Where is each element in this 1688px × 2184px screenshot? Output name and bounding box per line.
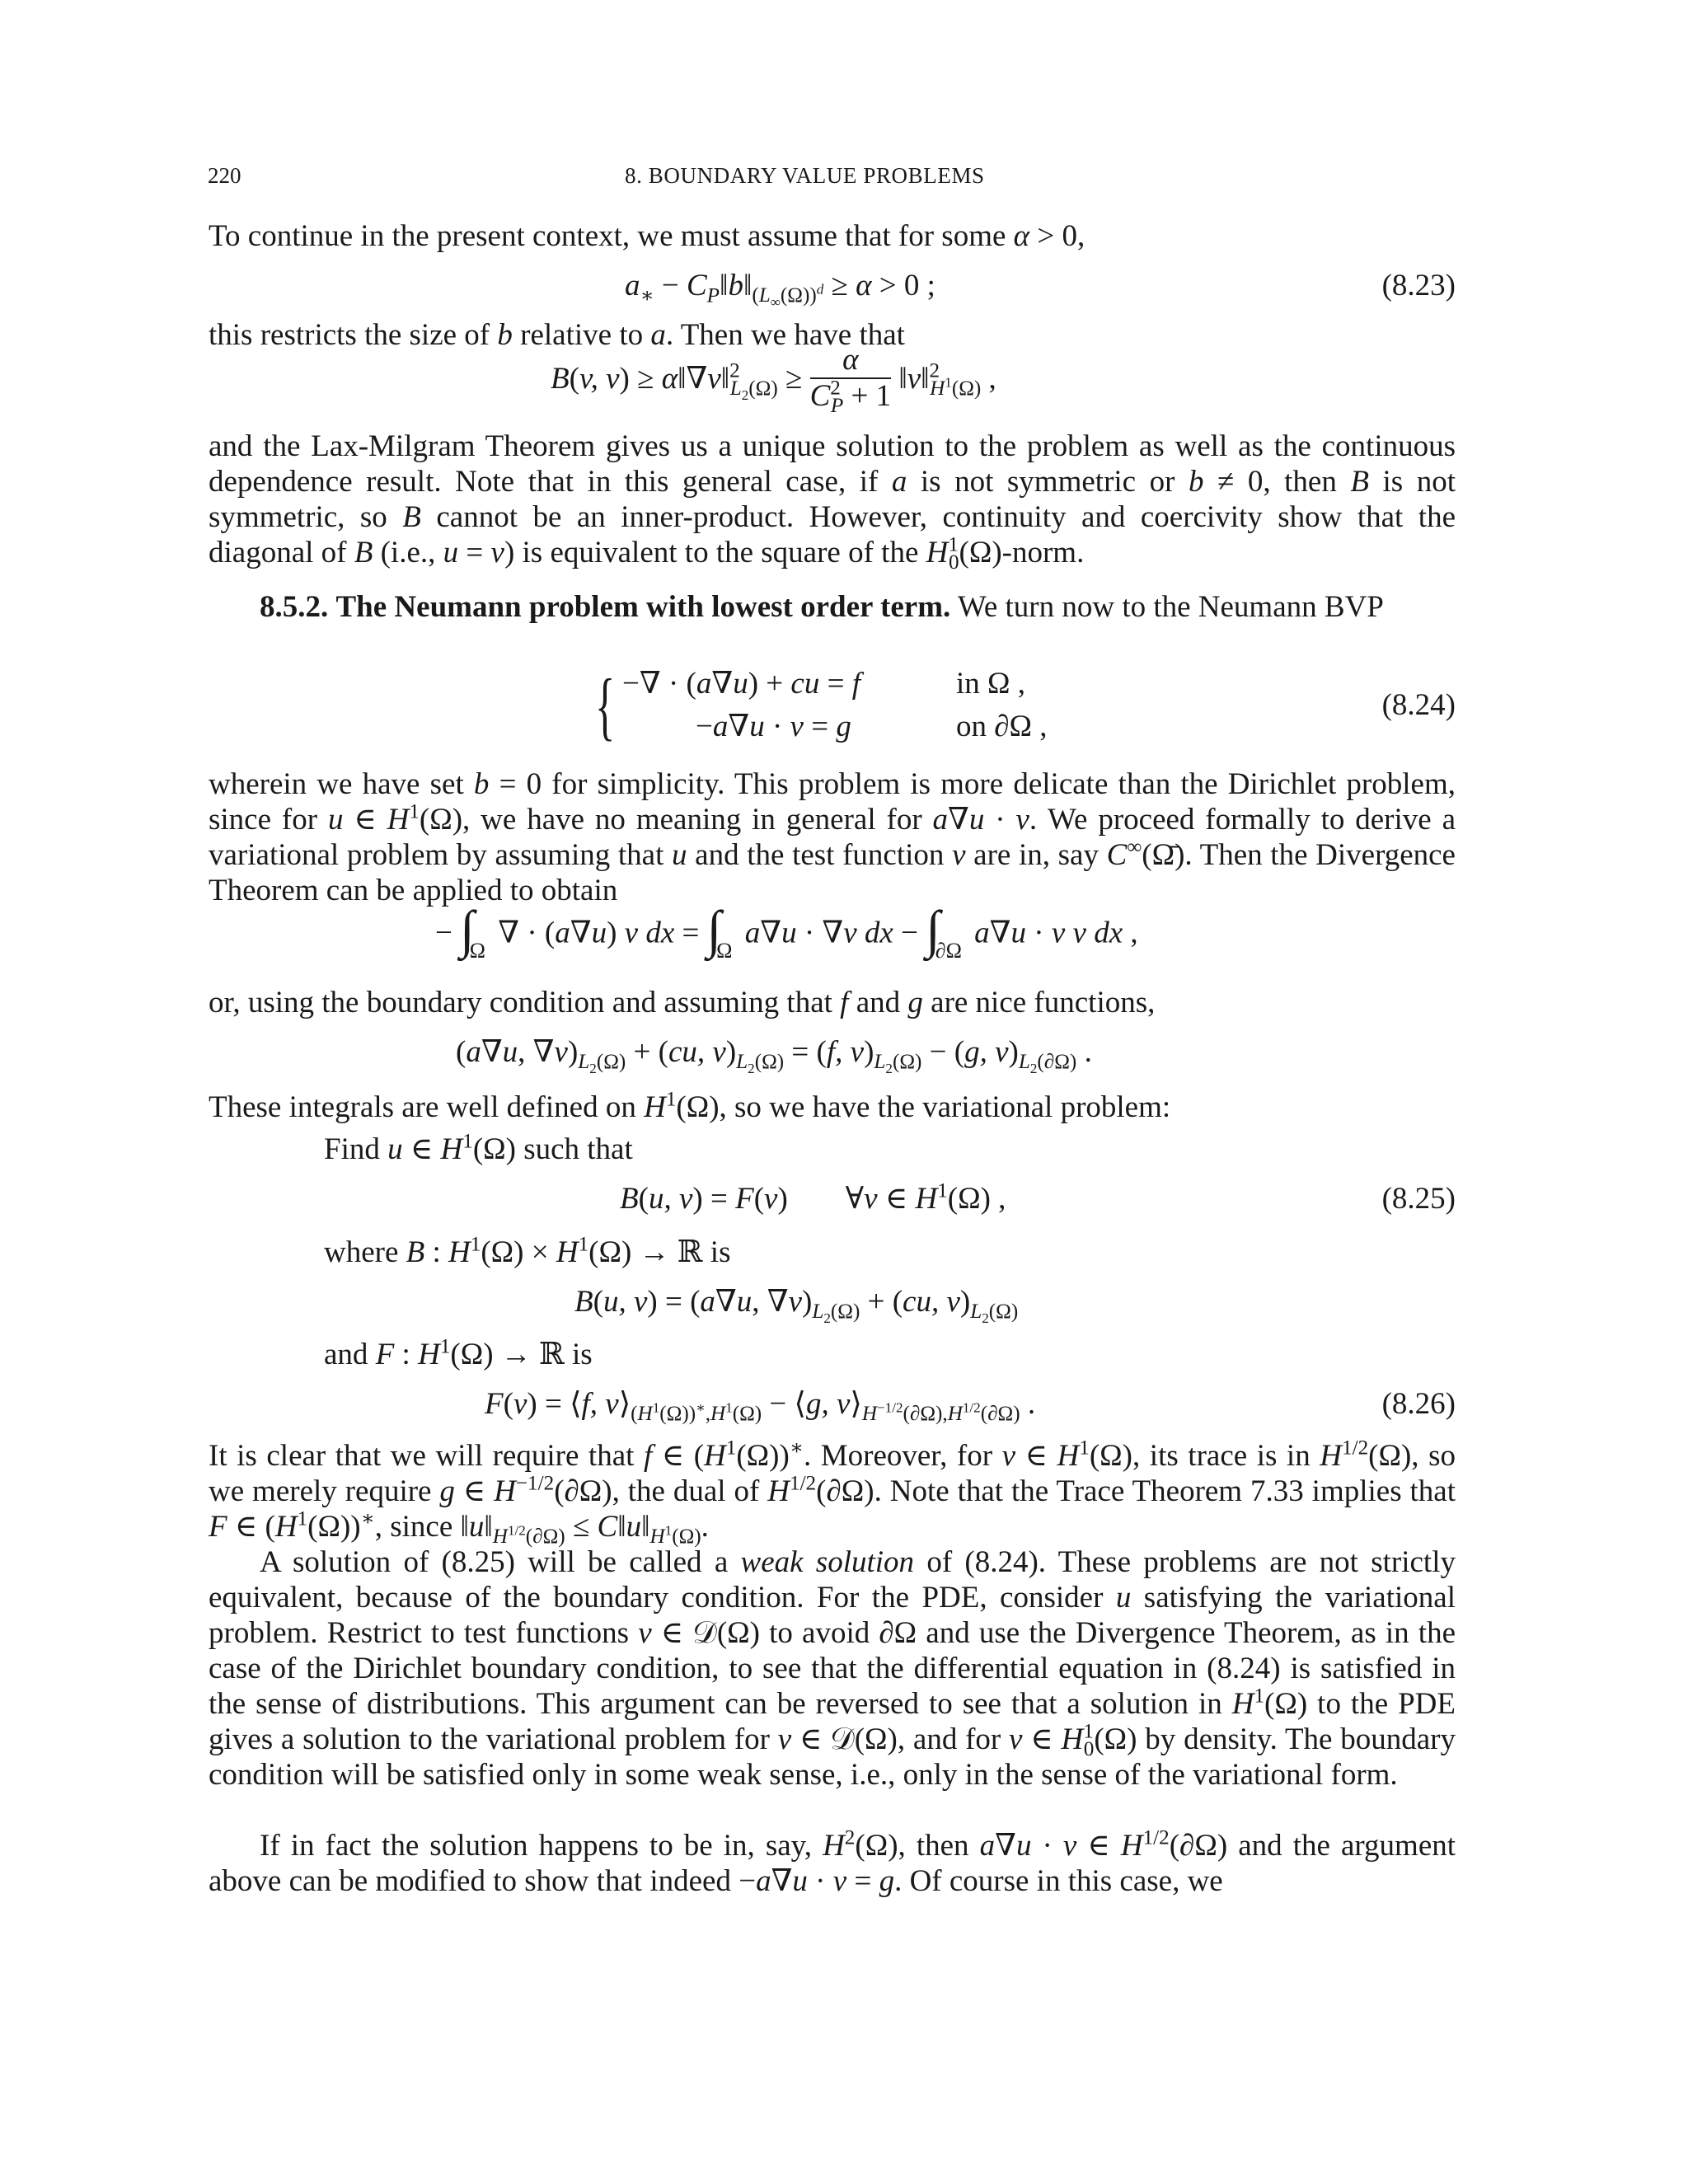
neumann-bc: −a∇u · ν = g [696,710,851,743]
neumann-pde-domain: in Ω , [956,667,1026,701]
equation-number-8-26: (8.26) [1381,1387,1456,1421]
section-lead: We turn now to the Neumann BVP [957,590,1384,624]
left-brace: { [595,663,616,748]
divergence-identity: − $\int_\Omega$ ∇ · (a∇u) v dx = $\int_\Omega$ a∇u · ∇v dx − $\int_{\partial\Omega}$ a∇u · ν v dx , [435,900,1138,963]
equation-number-8-23: (8.23) [1381,269,1456,302]
these-integrals-paragraph: These integrals are well defined on $H^1(\Omega)$, so we have the variational problem: [209,1088,1171,1124]
neumann-pde: −∇ · (a∇u) + cu = f [622,667,860,701]
and-F-line: and F : $H^1(\Omega)$ → ℝ is [324,1335,593,1371]
neumann-bc-domain: on ∂Ω , [956,710,1048,743]
equation-8-25: B(u, v) = F(v) ∀v ∈ $H^1(\Omega)$ , [620,1179,1006,1216]
lax-milgram-paragraph: and the Lax-Milgram Theorem gives us a unique solution to the problem as well as the continuous dependence result. Note that in this general case, if a is not symmetric or b ≠ 0, then B is not symmetric, so B cannot be an inner-product. However, continuity and coercivity show that the diagonal of B (i.e., u = v) is equivalent to the square of the $H^1_0(\Omega)$-norm. [209,429,1456,574]
coercivity-inequality: B(v, v) ≥ α‖∇v‖$^2_{L_2(\Omega)}$ ≥ $\frac{\alpha}{C^2_P + 1}$ ‖v‖$^2_{H^1(\Omega)}$ , [551,343,996,418]
where-B-line: where B : $H^1(\Omega) \times H^1(\Omega)$ → ℝ is [324,1233,731,1269]
equation-number-8-25: (8.25) [1381,1182,1456,1216]
equation-number-8-24: (8.24) [1381,688,1456,722]
bilinear-form-definition: B(u, v) = (a∇u, $\nabla v)_{L_2(\Omega)} + (cu$, $v)_{L_2(\Omega)}$ [574,1285,1019,1327]
page-number: 220 [208,163,241,188]
section-number: 8.5.2. [260,590,329,624]
find-u-line: Find u ∈ $H^1(\Omega)$ such that [324,1130,633,1166]
equation-8-26: F(v) = ⟨f, $v⟩_{(H^1(\Omega))^∗,H^1(\Omega)}$ − ⟨g, $v⟩_{H^{-1/2}(\partial\Omega),H^{1/2}(\partial\Omega)}$ . [485,1387,1036,1426]
intro-line: To continue in the present context, we must assume that for some α > 0, [209,219,1085,253]
weak-form-equation: (a∇u, $\nabla v)_{L_2(\Omega)} + (cu$, $v)_{L_2(\Omega)} = (f$, $v)_{L_2(\Omega)} - (g$, $v)_{L_2(\partial\Omega)}$ . [456,1035,1092,1077]
equation-8-23: $a_∗$ − $C_P‖b‖_{(L_\infty(\Omega))^d} \ge \alpha > 0$ ; [625,269,935,311]
wherein-paragraph: wherein we have set b = 0 for simplicity. This problem is more delicate than the Dirichlet problem, since for u ∈ $H^1(\Omega)$, we have no meaning in general for a∇u · ν. We proceed formally to derive a variational problem by assuming that u and the test function v are in, say C∞(Ω̄). Then the Divergence Theorem can be applied to obtain [209,767,1456,907]
restrict-paragraph: this restricts the size of b relative to a. Then we have that [209,318,905,352]
section-title: The Neumann problem with lowest order term. [335,590,951,624]
or-using-paragraph: or, using the boundary condition and assuming that f and g are nice functions, [209,986,1156,1019]
it-is-clear-paragraph: It is clear that we will require that f ∈ $(H^1(\Omega))^∗$. Moreover, for v ∈ $H^1(\Omega)$, its trace is in $H^{1/2}(\Omega)$, so we merely require g ∈ $H^{-1/2}(\partial\Omega)$, the dual of $H^{1/2}(\partial\Omega)$. Note that the Trace Theorem 7.33 implies that F ∈ $(H^1(\Omega))^∗$, since $‖u‖_{H^{1/2}(\partial\Omega)}$ ≤ $C‖u‖_{H^1(\Omega)}$. [209,1436,1456,1549]
running-title: 8. BOUNDARY VALUE PROBLEMS [625,163,985,188]
section-8-5-2-paragraph [209,589,1456,625]
weak-solution-paragraph: A solution of (8.25) will be called a weak solution of (8.24). These problems are not strictly equivalent, because of the boundary condition. For the PDE, consider u satisfying the variational problem. Restrict to test functions v ∈ 𝒟(Ω) to avoid ∂Ω and use the Divergence Theorem, as in the case of the Dirichlet boundary condition, to see that the differential equation in (8.24) is satisfied in the sense of distributions. This argument can be reversed to see that a solution in $H^1(\Omega)$ to the PDE gives a solution to the variational problem for v ∈ 𝒟(Ω), and for v ∈ $H^1_0(\Omega)$ by density. The boundary condition will be satisfied only in some weak sense, i.e., only in the sense of the variational form. [209,1545,1456,1792]
if-in-fact-paragraph: If in fact the solution happens to be in, say, $H^2(\Omega)$, then a∇u · ν ∈ $H^{1/2}(\partial\Omega)$ and the argument above can be modified to show that indeed −a∇u · ν = g. Of course in this case, we [209,1826,1456,1898]
